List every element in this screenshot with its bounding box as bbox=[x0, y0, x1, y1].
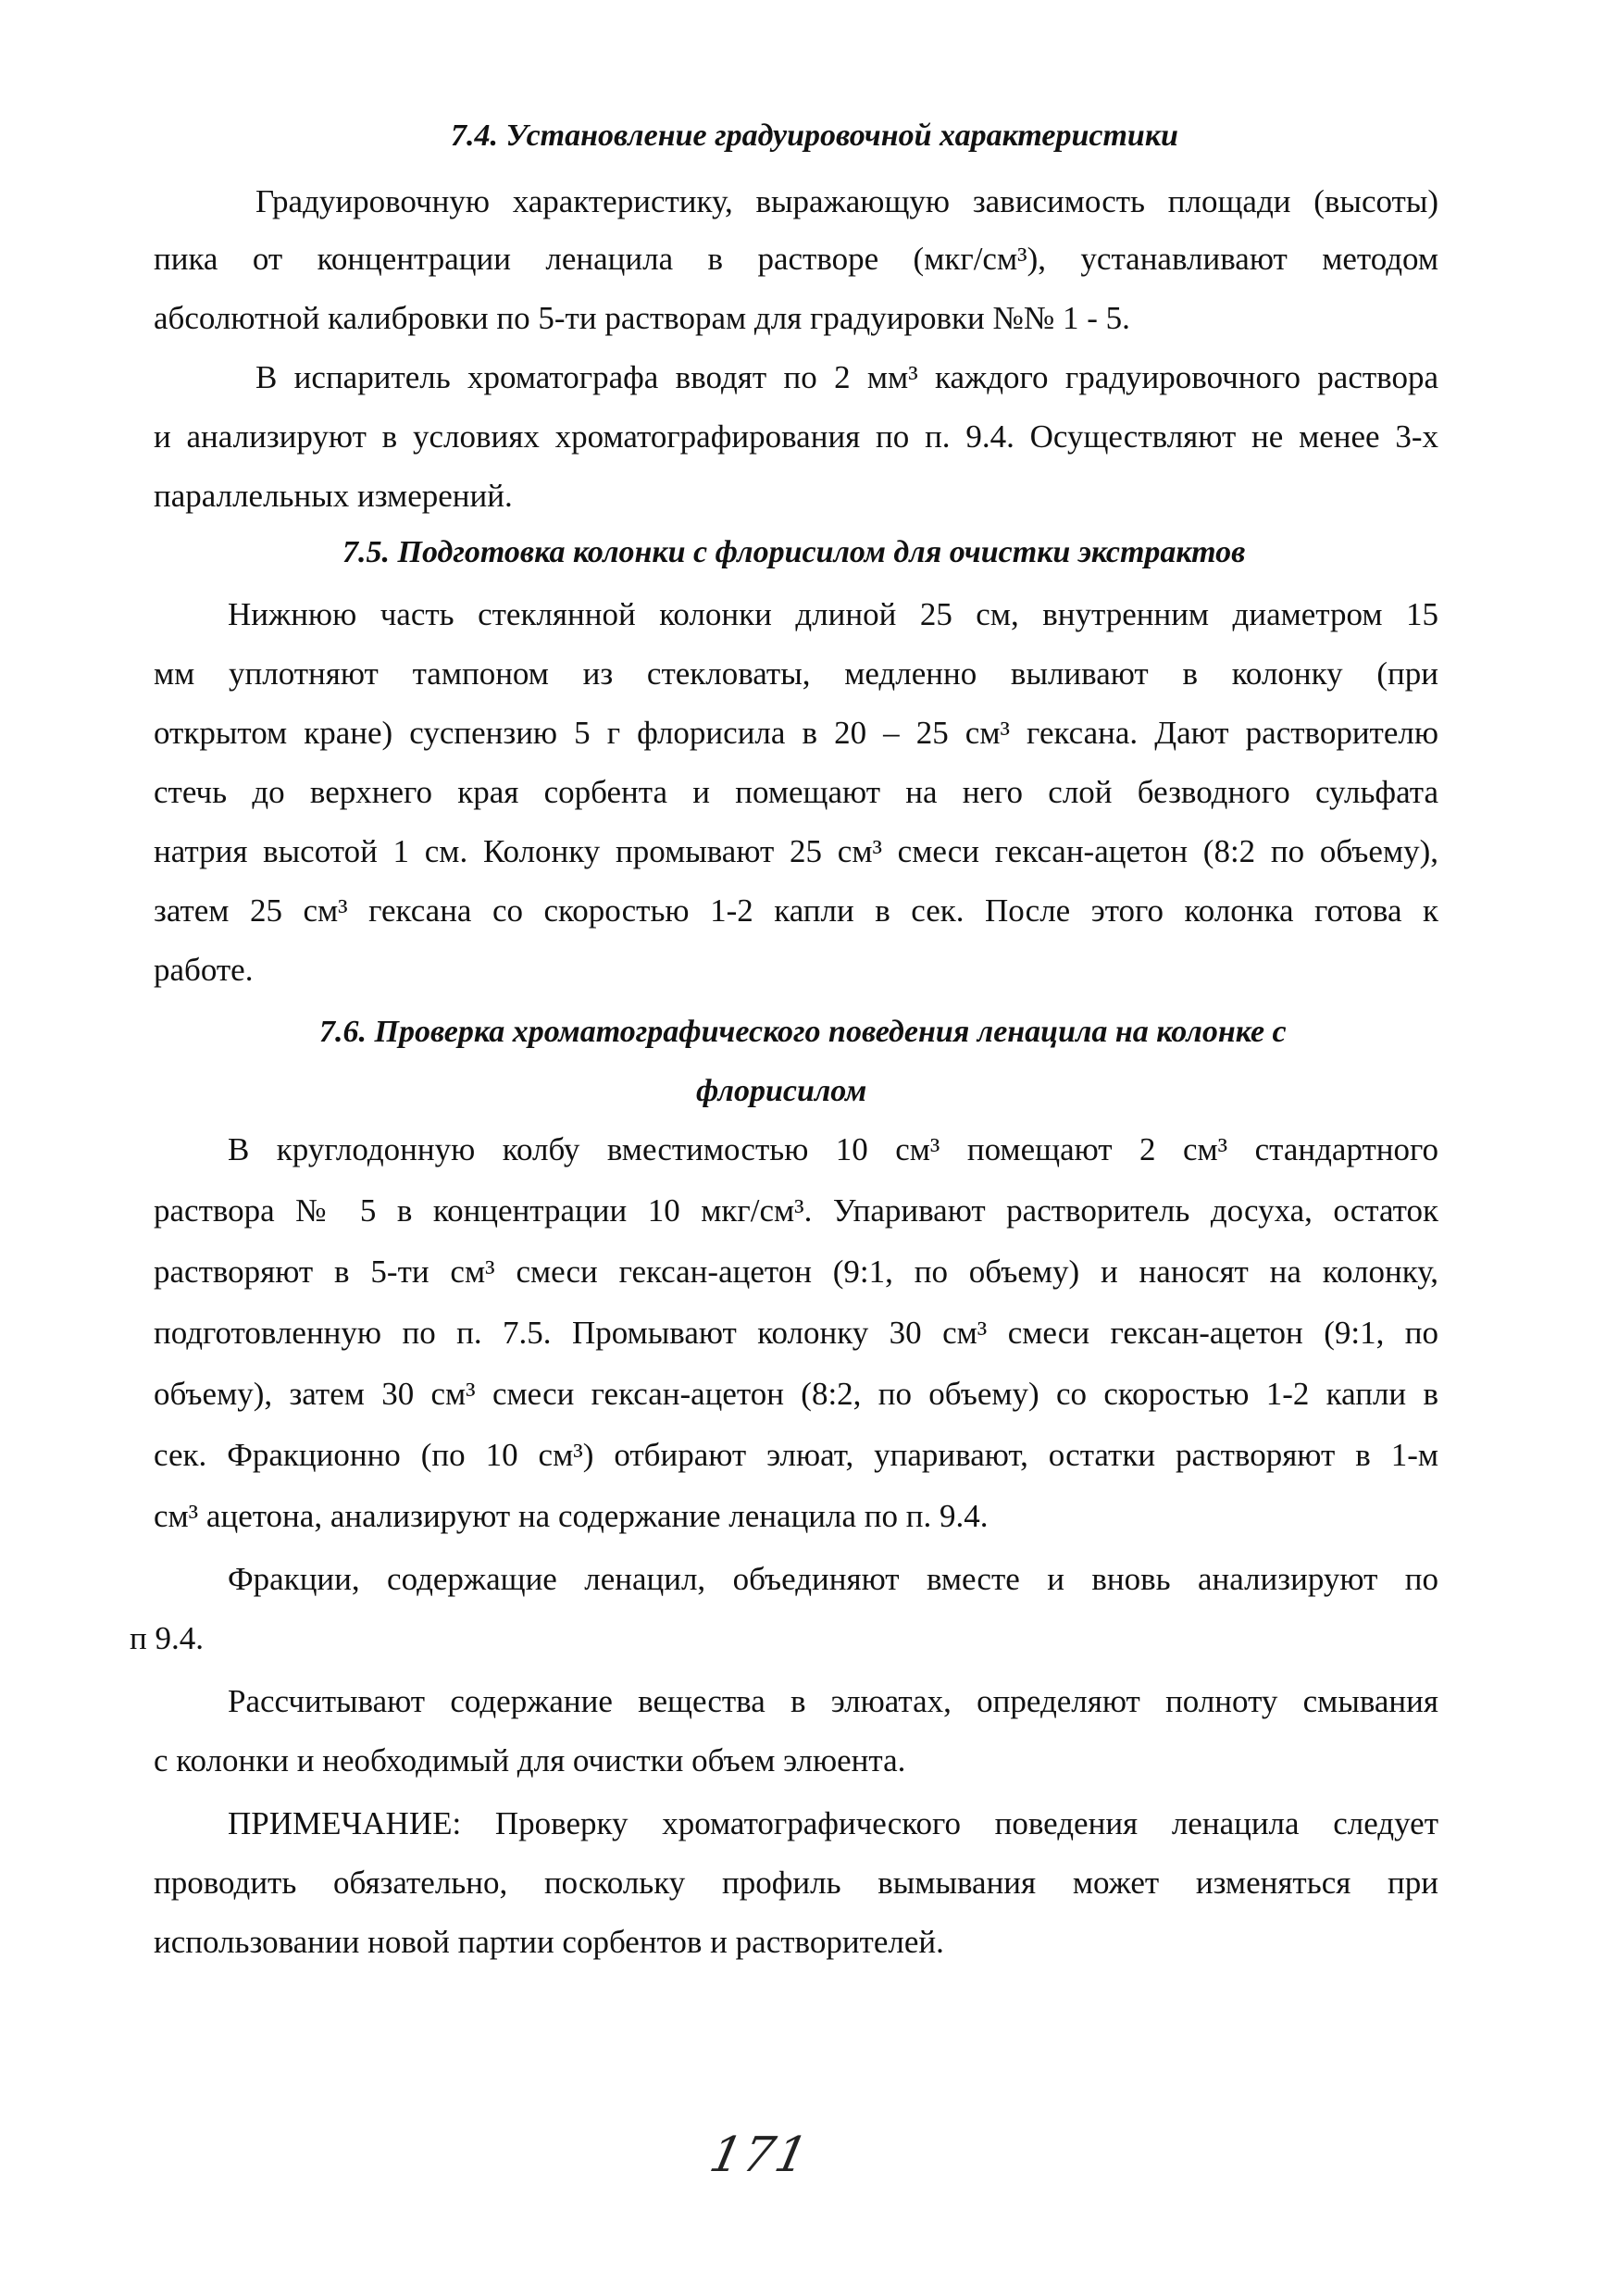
paragraph-line: затем 25 см³ гексана со скоростью 1-2 капли в сек. После этого колонка готова к bbox=[154, 892, 1438, 929]
paragraph-line: п 9.4. bbox=[130, 1620, 204, 1656]
section-heading-7-6: 7.6. Проверка хроматографического поведения ленацила на колонке с bbox=[319, 1015, 1287, 1049]
paragraph-line: см³ ацетона, анализируют на содержание ленацила по п. 9.4. bbox=[154, 1498, 989, 1534]
page-number: 171 bbox=[704, 2128, 815, 2183]
paragraph-line: использовании новой партии сорбентов и растворителей. bbox=[154, 1924, 944, 1960]
paragraph-line: абсолютной калибровки по 5-ти растворам для градуировки №№ 1 - 5. bbox=[154, 300, 1130, 336]
paragraph-line: натрия высотой 1 см. Колонку промывают 25 см³ смеси гексан-ацетон (8:2 по объему), bbox=[154, 833, 1438, 869]
paragraph-line: В испаритель хроматографа вводят по 2 мм³ каждого градуировочного раствора bbox=[255, 359, 1438, 395]
paragraph-line: Рассчитывают содержание вещества в элюатах, определяют полноту смывания bbox=[228, 1683, 1438, 1719]
section-heading-7-5: 7.5. Подготовка колонки с флорисилом для очистки экстрактов bbox=[342, 535, 1246, 569]
paragraph-line: раствора № 5 в концентрации 10 мкг/см³. Упаривают растворитель досуха, остаток bbox=[154, 1192, 1438, 1229]
paragraph-line: растворяют в 5-ти см³ смеси гексан-ацетон (9:1, по объему) и наносят на колонку, bbox=[154, 1254, 1438, 1290]
paragraph-line: ПРИМЕЧАНИЕ: Проверку хроматографического поведения ленацила следует bbox=[228, 1805, 1438, 1841]
paragraph-line: Фракции, содержащие ленацил, объединяют вместе и вновь анализируют по bbox=[228, 1561, 1438, 1597]
paragraph-line: объему), затем 30 см³ смеси гексан-ацетон (8:2, по объему) со скоростью 1-2 капли в bbox=[154, 1376, 1438, 1412]
section-heading-7-6-continued: флорисилом bbox=[696, 1074, 867, 1108]
paragraph-line: и анализируют в условиях хроматографирования по п. 9.4. Осуществляют не менее 3-х bbox=[154, 418, 1438, 455]
paragraph-line: подготовленную по п. 7.5. Промывают колонку 30 см³ смеси гексан-ацетон (9:1, по bbox=[154, 1315, 1438, 1351]
paragraph-line: Градуировочную характеристику, выражающую зависимость площади (высоты) bbox=[255, 183, 1438, 219]
paragraph-line: стечь до верхнего края сорбента и помещают на него слой безводного сульфата bbox=[154, 774, 1438, 810]
paragraph-line: Нижнюю часть стеклянной колонки длиной 25 см, внутренним диаметром 15 bbox=[228, 596, 1438, 632]
paragraph-line: параллельных измерений. bbox=[154, 478, 513, 514]
paragraph-line: мм уплотняют тампоном из стекловаты, медленно выливают в колонку (при bbox=[154, 655, 1438, 692]
paragraph-line: проводить обязательно, поскольку профиль вымывания может изменяться при bbox=[154, 1865, 1438, 1901]
paragraph-line: сек. Фракционно (по 10 см³) отбирают элюат, упаривают, остатки растворяют в 1-м bbox=[154, 1437, 1438, 1473]
paragraph-line: работе. bbox=[154, 952, 254, 988]
paragraph-line: с колонки и необходимый для очистки объем элюента. bbox=[154, 1742, 906, 1778]
paragraph-line: пика от концентрации ленацила в растворе (мкг/см³), устанавливают методом bbox=[154, 241, 1438, 277]
paragraph-line: открытом кране) суспензию 5 г флорисила в 20 – 25 см³ гексана. Дают растворителю bbox=[154, 715, 1438, 751]
paragraph-line: В круглодонную колбу вместимостью 10 см³ помещают 2 см³ стандартного bbox=[228, 1131, 1438, 1167]
section-heading-7-4: 7.4. Установление градуировочной характеристики bbox=[451, 119, 1178, 153]
